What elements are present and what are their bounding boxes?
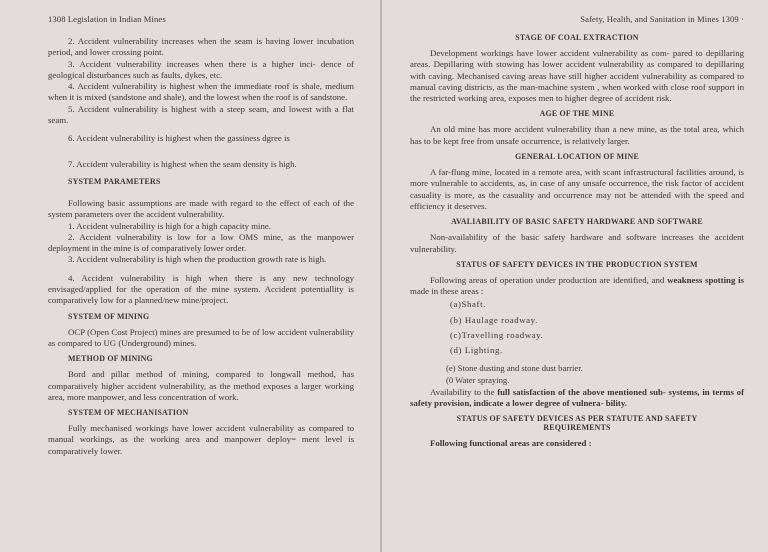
list-item: 2. Accident vulnerability is low for a low OMS mine, as the manpower deployment in the mine is of comparatively lower order. — [48, 231, 354, 254]
section-heading: SYSTEM PARAMETERS — [68, 176, 161, 186]
section-heading: METHOD OF MINING — [68, 354, 153, 364]
section-heading: SYSTEM OF MECHANISATION — [68, 408, 189, 418]
list-item: (d) Lighting. — [450, 345, 503, 356]
list-item: 4. Accident vulnerability is high when there is any new technology envisaged/applied for the operation of the mine system. Accident potentiallity is comparatively low for a planned/new mine/project. — [48, 272, 354, 306]
book-gutter — [380, 0, 382, 552]
list-item: 5. Accident vulnerability is highest with a steep seam, and lowest with a flat seam. — [48, 103, 354, 126]
section-heading: SYSTEM OF MINING — [68, 311, 150, 321]
paragraph — [410, 387, 744, 410]
list-item: (b) Haulage roadway. — [450, 314, 538, 325]
paragraph — [410, 275, 744, 298]
list-item: (a)Shaft. — [450, 299, 486, 310]
section-heading: AVALIABILITY OF BASIC SAFETY HARDWARE AND SOFTWARE — [451, 217, 703, 227]
paragraph: Bord and pillar method of mining, compared to longwall method, has comparatively higher accident vulnerability, as the method exposes a larger working area, more manpower, and less concentration of work. — [48, 369, 354, 402]
paragraph: Development workings have lower accident vulnerability as com- pared to depillaring areas. Depillaring with stowing has lower accident vulnerability as compared to depillaring with caving. Mechanised caving areas have still higher accident vulnerability as compared to manual caving districts, as the man-machine system , when worked with close roof support in the restricted working area, exposes men to higher degree of accident risk. — [410, 48, 744, 104]
list-item: 3. Accident vulnerability increases when there is a higher inci- dence of geological disturbances such as faults, dykes, etc. — [48, 58, 354, 80]
list-item: (c)Travelling roadway. — [450, 329, 544, 340]
paragraph: A far-flung mine, located in a remote area, with scant infrastructural facilities around, is more vulnerable to accidents, as, in case of any unsafe occurrence, the risk factor of accident casuality is more, as the casuality and occurrence may not be attended with the speed and efficiency it deserves. — [410, 167, 744, 211]
right-page — [384, 0, 768, 552]
running-header: 1308 Legislation in Indian Mines — [48, 14, 166, 24]
list-item: 6. Accident vulnerability is highest when the gassiness dgree is — [68, 133, 290, 144]
left-page — [0, 0, 378, 552]
paragraph: OCP (Open Cost Project) mines are presumed to be of low accident vulnerability as compared to UG (Underground) mines. — [48, 326, 354, 348]
text-span: Availability to the — [430, 386, 498, 397]
list-item: 3. Accident vulnerability is high when the production growth rate is high. — [68, 254, 327, 265]
list-item: 1. Accident vulnerability is high for a high capacity mine. — [68, 220, 272, 231]
paragraph — [410, 438, 744, 449]
text-span: Following areas of operation under production are identified, and — [430, 274, 668, 285]
section-heading: AGE OF THE MINE — [539, 109, 615, 119]
sub-system-list — [410, 297, 744, 358]
paragraph: Non-availability of the basic safety hardware and software increases the accident vulnerability. — [410, 232, 744, 254]
paragraph: Fully mechanised workings have lower accident vulnerability as compared to manual workings, as the working area and manpower deploy= ment level is comparatively lower. — [48, 423, 354, 456]
section-heading: GENERAL LOCATION OF MINE — [515, 152, 639, 162]
list-item: 7. Accident vulerability is highest when the seam density is high. — [68, 158, 297, 169]
text-span: made in these areas : — [410, 286, 484, 297]
paragraph: Following basic assumptions are made with regard to the effect of each of the system parameters over the accident vulnerability. — [48, 197, 354, 220]
list-item: (0 Water spraying. — [446, 375, 510, 386]
paragraph: An old mine has more accident vulnerability than a new mine, as the total area, which has to be kept free from unsafe occurrence, is relatively larger. — [410, 124, 744, 146]
list-item: 4. Accident vulnerability is highest when the immediate roof is shale, medium when it is mixed (sandstone and shale), and the lowest when the roof is of sandstone. — [48, 81, 354, 103]
bold-text: weakness spotting is — [667, 274, 744, 285]
bold-text: Following functional areas are considered : — [430, 438, 592, 449]
section-heading: STAGE OF COAL EXTRACTION — [515, 33, 639, 42]
sub-system-list — [410, 362, 744, 386]
section-heading: STATUS OF SAFETY DEVICES IN THE PRODUCTION SYSTEM — [456, 259, 698, 269]
list-item: (e) Stone dusting and stone dust barrier. — [446, 363, 583, 374]
section-heading: STATUS OF SAFETY DEVICES AS PER STATUTE AND SAFETY REQUIREMENTS — [456, 414, 698, 433]
list-item: 2. Accident vulnerability increases when the seam is having lower incubation period, and lower crossing point. — [48, 36, 354, 58]
running-header: Safety, Health, and Sanitation in Mines 1309 · — [580, 14, 744, 24]
bold-text: full satisfaction of the above mentioned sub- systems, in terms of safety provision, indicate a lower degree of vulnera- bility. — [410, 386, 744, 408]
